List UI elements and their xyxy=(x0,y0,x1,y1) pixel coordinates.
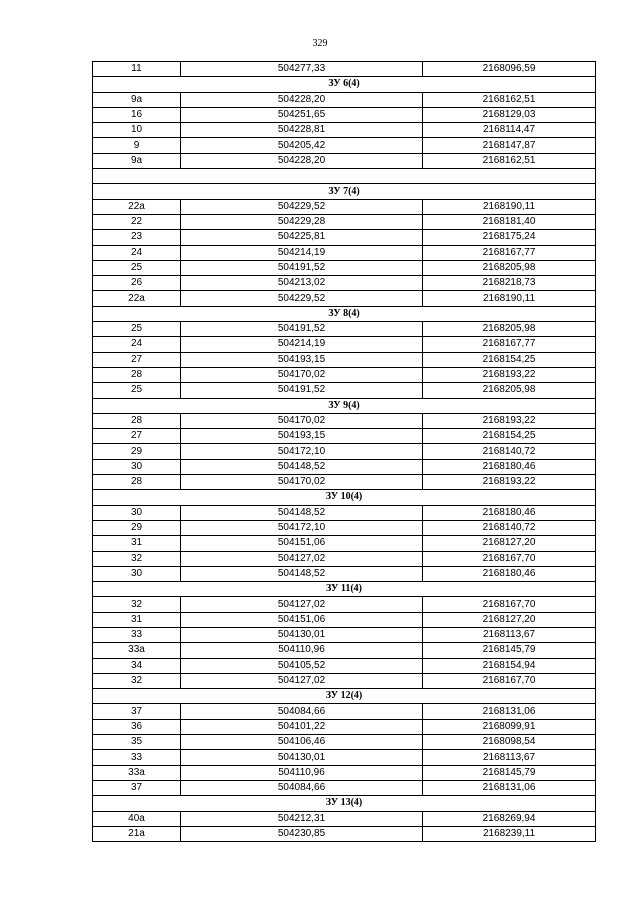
point-number-cell: 33а xyxy=(93,643,181,658)
blank-cell xyxy=(93,169,596,184)
y-coordinate-cell: 2168154,25 xyxy=(423,429,596,444)
section-title: ЗУ 9(4) xyxy=(93,398,596,413)
section-title: ЗУ 8(4) xyxy=(93,306,596,321)
y-coordinate-cell: 2168131,06 xyxy=(423,780,596,795)
y-coordinate-cell: 2168140,72 xyxy=(423,444,596,459)
y-coordinate-cell: 2168096,59 xyxy=(423,62,596,77)
point-number-cell: 25 xyxy=(93,383,181,398)
point-number-cell: 33 xyxy=(93,627,181,642)
x-coordinate-cell: 504151,06 xyxy=(181,536,423,551)
point-number-cell: 11 xyxy=(93,62,181,77)
y-coordinate-cell: 2168175,24 xyxy=(423,230,596,245)
y-coordinate-cell: 2168154,25 xyxy=(423,352,596,367)
point-number-cell: 31 xyxy=(93,612,181,627)
y-coordinate-cell: 2168113,67 xyxy=(423,750,596,765)
y-coordinate-cell: 2168129,03 xyxy=(423,107,596,122)
table-row xyxy=(93,780,596,795)
y-coordinate-cell: 2168113,67 xyxy=(423,627,596,642)
x-coordinate-cell: 504191,52 xyxy=(181,260,423,275)
table-row xyxy=(93,352,596,367)
section-header-row xyxy=(93,398,596,413)
y-coordinate-cell: 2168167,77 xyxy=(423,245,596,260)
point-number-cell: 27 xyxy=(93,429,181,444)
y-coordinate-cell: 2168269,94 xyxy=(423,811,596,826)
point-number-cell: 31 xyxy=(93,536,181,551)
x-coordinate-cell: 504228,81 xyxy=(181,123,423,138)
table-row xyxy=(93,413,596,428)
table-row xyxy=(93,673,596,688)
point-number-cell: 21а xyxy=(93,826,181,841)
section-header-row xyxy=(93,306,596,321)
point-number-cell: 27 xyxy=(93,352,181,367)
x-coordinate-cell: 504130,01 xyxy=(181,750,423,765)
y-coordinate-cell: 2168218,73 xyxy=(423,276,596,291)
point-number-cell: 22а xyxy=(93,291,181,306)
x-coordinate-cell: 504148,52 xyxy=(181,566,423,581)
y-coordinate-cell: 2168140,72 xyxy=(423,520,596,535)
y-coordinate-cell: 2168205,98 xyxy=(423,383,596,398)
point-number-cell: 28 xyxy=(93,367,181,382)
x-coordinate-cell: 504127,02 xyxy=(181,673,423,688)
point-number-cell: 22а xyxy=(93,199,181,214)
point-number-cell: 9а xyxy=(93,92,181,107)
y-coordinate-cell: 2168190,11 xyxy=(423,199,596,214)
x-coordinate-cell: 504148,52 xyxy=(181,459,423,474)
page-number: 329 xyxy=(312,38,328,49)
section-title: ЗУ 6(4) xyxy=(93,77,596,92)
x-coordinate-cell: 504228,20 xyxy=(181,153,423,168)
point-number-cell: 33 xyxy=(93,750,181,765)
point-number-cell: 22 xyxy=(93,214,181,229)
table-row xyxy=(93,291,596,306)
point-number-cell: 9 xyxy=(93,138,181,153)
x-coordinate-cell: 504251,65 xyxy=(181,107,423,122)
x-coordinate-cell: 504106,46 xyxy=(181,735,423,750)
point-number-cell: 35 xyxy=(93,735,181,750)
point-number-cell: 25 xyxy=(93,322,181,337)
y-coordinate-cell: 2168145,79 xyxy=(423,643,596,658)
point-number-cell: 40а xyxy=(93,811,181,826)
y-coordinate-cell: 2168239,11 xyxy=(423,826,596,841)
table-row xyxy=(93,811,596,826)
y-coordinate-cell: 2168099,91 xyxy=(423,719,596,734)
x-coordinate-cell: 504212,31 xyxy=(181,811,423,826)
point-number-cell: 32 xyxy=(93,673,181,688)
table-row xyxy=(93,367,596,382)
section-title: ЗУ 11(4) xyxy=(93,582,596,597)
section-header-row xyxy=(93,77,596,92)
y-coordinate-cell: 2168205,98 xyxy=(423,322,596,337)
table-row xyxy=(93,123,596,138)
point-number-cell: 32 xyxy=(93,551,181,566)
table-row xyxy=(93,92,596,107)
y-coordinate-cell: 2168167,70 xyxy=(423,673,596,688)
point-number-cell: 25 xyxy=(93,260,181,275)
point-number-cell: 24 xyxy=(93,245,181,260)
y-coordinate-cell: 2168167,70 xyxy=(423,551,596,566)
x-coordinate-cell: 504225,81 xyxy=(181,230,423,245)
x-coordinate-cell: 504170,02 xyxy=(181,475,423,490)
table-row xyxy=(93,765,596,780)
x-coordinate-cell: 504110,96 xyxy=(181,765,423,780)
table-row xyxy=(93,107,596,122)
section-title: ЗУ 12(4) xyxy=(93,689,596,704)
table-row xyxy=(93,230,596,245)
table-row xyxy=(93,260,596,275)
table-row xyxy=(93,444,596,459)
y-coordinate-cell: 2168114,47 xyxy=(423,123,596,138)
table-row xyxy=(93,214,596,229)
x-coordinate-cell: 504205,42 xyxy=(181,138,423,153)
section-header-row xyxy=(93,582,596,597)
x-coordinate-cell: 504101,22 xyxy=(181,719,423,734)
x-coordinate-cell: 504170,02 xyxy=(181,367,423,382)
coordinates-table-body xyxy=(93,62,596,842)
section-header-row xyxy=(93,796,596,811)
y-coordinate-cell: 2168193,22 xyxy=(423,413,596,428)
y-coordinate-cell: 2168193,22 xyxy=(423,475,596,490)
x-coordinate-cell: 504214,19 xyxy=(181,245,423,260)
table-row xyxy=(93,245,596,260)
table-row xyxy=(93,199,596,214)
y-coordinate-cell: 2168127,20 xyxy=(423,536,596,551)
y-coordinate-cell: 2168180,46 xyxy=(423,566,596,581)
table-row xyxy=(93,826,596,841)
table-row xyxy=(93,459,596,474)
section-title: ЗУ 13(4) xyxy=(93,796,596,811)
point-number-cell: 30 xyxy=(93,566,181,581)
point-number-cell: 10 xyxy=(93,123,181,138)
table-row xyxy=(93,735,596,750)
table-row xyxy=(93,704,596,719)
section-header-row xyxy=(93,689,596,704)
y-coordinate-cell: 2168098,54 xyxy=(423,735,596,750)
point-number-cell: 23 xyxy=(93,230,181,245)
x-coordinate-cell: 504229,28 xyxy=(181,214,423,229)
y-coordinate-cell: 2168205,98 xyxy=(423,260,596,275)
point-number-cell: 30 xyxy=(93,459,181,474)
y-coordinate-cell: 2168167,70 xyxy=(423,597,596,612)
y-coordinate-cell: 2168167,77 xyxy=(423,337,596,352)
point-number-cell: 34 xyxy=(93,658,181,673)
x-coordinate-cell: 504110,96 xyxy=(181,643,423,658)
y-coordinate-cell: 2168162,51 xyxy=(423,92,596,107)
y-coordinate-cell: 2168127,20 xyxy=(423,612,596,627)
y-coordinate-cell: 2168181,40 xyxy=(423,214,596,229)
y-coordinate-cell: 2168154,94 xyxy=(423,658,596,673)
point-number-cell: 24 xyxy=(93,337,181,352)
x-coordinate-cell: 504193,15 xyxy=(181,352,423,367)
x-coordinate-cell: 504148,52 xyxy=(181,505,423,520)
x-coordinate-cell: 504172,10 xyxy=(181,444,423,459)
point-number-cell: 28 xyxy=(93,413,181,428)
table-row xyxy=(93,383,596,398)
point-number-cell: 26 xyxy=(93,276,181,291)
blank-row xyxy=(93,169,596,184)
y-coordinate-cell: 2168190,11 xyxy=(423,291,596,306)
x-coordinate-cell: 504213,02 xyxy=(181,276,423,291)
point-number-cell: 36 xyxy=(93,719,181,734)
table-row xyxy=(93,719,596,734)
point-number-cell: 28 xyxy=(93,475,181,490)
y-coordinate-cell: 2168131,06 xyxy=(423,704,596,719)
table-row xyxy=(93,138,596,153)
x-coordinate-cell: 504084,66 xyxy=(181,780,423,795)
x-coordinate-cell: 504228,20 xyxy=(181,92,423,107)
table-row xyxy=(93,520,596,535)
point-number-cell: 9а xyxy=(93,153,181,168)
table-row xyxy=(93,429,596,444)
x-coordinate-cell: 504229,52 xyxy=(181,199,423,214)
table-row xyxy=(93,612,596,627)
point-number-cell: 16 xyxy=(93,107,181,122)
x-coordinate-cell: 504084,66 xyxy=(181,704,423,719)
table-row xyxy=(93,643,596,658)
point-number-cell: 33а xyxy=(93,765,181,780)
x-coordinate-cell: 504193,15 xyxy=(181,429,423,444)
table-row xyxy=(93,597,596,612)
point-number-cell: 29 xyxy=(93,444,181,459)
section-title: ЗУ 10(4) xyxy=(93,490,596,505)
section-header-row xyxy=(93,184,596,199)
table-row xyxy=(93,627,596,642)
x-coordinate-cell: 504127,02 xyxy=(181,597,423,612)
x-coordinate-cell: 504191,52 xyxy=(181,383,423,398)
table-row xyxy=(93,750,596,765)
x-coordinate-cell: 504105,52 xyxy=(181,658,423,673)
x-coordinate-cell: 504214,19 xyxy=(181,337,423,352)
x-coordinate-cell: 504151,06 xyxy=(181,612,423,627)
table-row xyxy=(93,505,596,520)
table-row xyxy=(93,153,596,168)
y-coordinate-cell: 2168147,87 xyxy=(423,138,596,153)
x-coordinate-cell: 504191,52 xyxy=(181,322,423,337)
point-number-cell: 30 xyxy=(93,505,181,520)
section-title: ЗУ 7(4) xyxy=(93,184,596,199)
y-coordinate-cell: 2168145,79 xyxy=(423,765,596,780)
coordinates-table xyxy=(92,61,596,842)
x-coordinate-cell: 504130,01 xyxy=(181,627,423,642)
table-row xyxy=(93,658,596,673)
table-row xyxy=(93,536,596,551)
table-row xyxy=(93,475,596,490)
x-coordinate-cell: 504170,02 xyxy=(181,413,423,428)
point-number-cell: 37 xyxy=(93,704,181,719)
table-row xyxy=(93,551,596,566)
x-coordinate-cell: 504230,85 xyxy=(181,826,423,841)
x-coordinate-cell: 504277,33 xyxy=(181,62,423,77)
table-row xyxy=(93,276,596,291)
section-header-row xyxy=(93,490,596,505)
y-coordinate-cell: 2168193,22 xyxy=(423,367,596,382)
point-number-cell: 32 xyxy=(93,597,181,612)
point-number-cell: 37 xyxy=(93,780,181,795)
y-coordinate-cell: 2168180,46 xyxy=(423,459,596,474)
x-coordinate-cell: 504172,10 xyxy=(181,520,423,535)
table-row xyxy=(93,337,596,352)
y-coordinate-cell: 2168180,46 xyxy=(423,505,596,520)
y-coordinate-cell: 2168162,51 xyxy=(423,153,596,168)
x-coordinate-cell: 504127,02 xyxy=(181,551,423,566)
table-row xyxy=(93,566,596,581)
x-coordinate-cell: 504229,52 xyxy=(181,291,423,306)
point-number-cell: 29 xyxy=(93,520,181,535)
table-row xyxy=(93,62,596,77)
table-row xyxy=(93,322,596,337)
